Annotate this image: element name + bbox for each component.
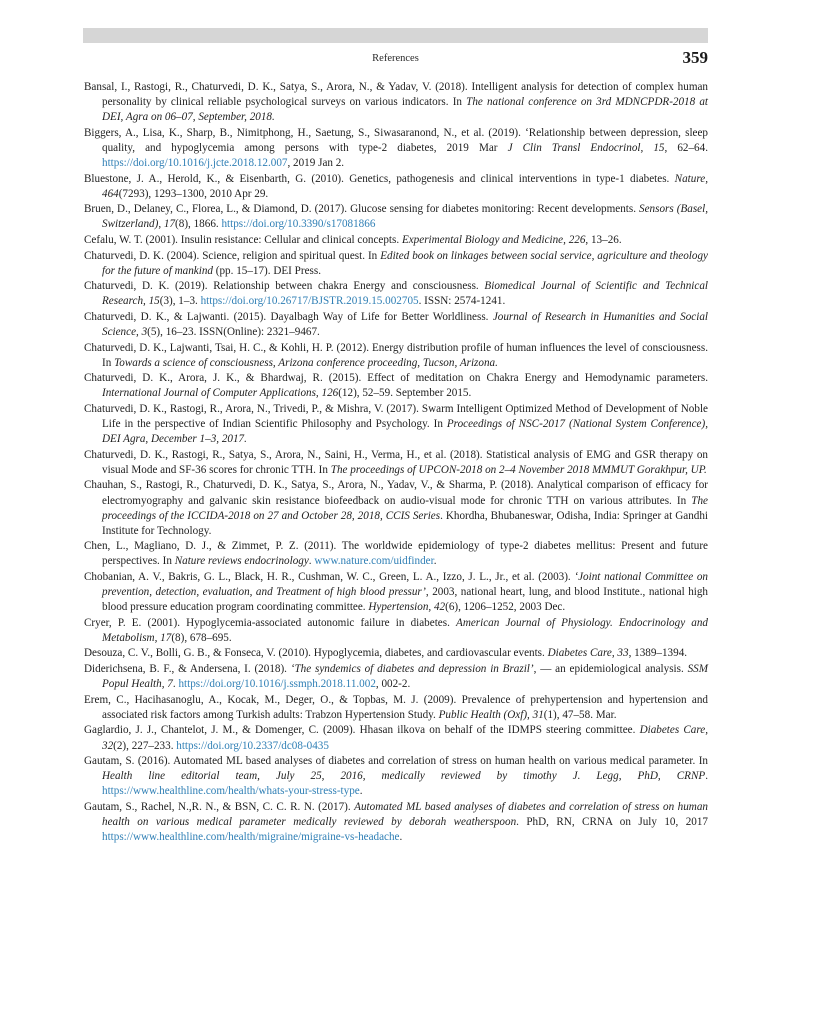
reference-link[interactable]: https://doi.org/10.2337/dc08-0435 [176, 739, 329, 752]
reference-entry [84, 754, 708, 799]
reference-entry [84, 662, 708, 692]
reference-text: Bansal, I., Rastogi, R., Chaturvedi, D. K., Satya, S., Arora, N., & Yadav, V. (2018). Intelligent analysis for detection of complex human personality by clinical reliable psychological surveys on various indicators. In [84, 81, 708, 109]
reference-text: (3), 1–3. [159, 295, 201, 308]
reference-entry [84, 233, 708, 248]
reference-entry [84, 126, 708, 171]
reference-source: Hypertension, 42 [368, 601, 446, 614]
reference-text: , 002-2. [375, 678, 411, 691]
reference-text: Chen, L., Magliano, D. J., & Zimmet, P. Z. (2011). The worldwide epidemiology of type-2 diabetes mellitus: Present and future perspectives. In [84, 540, 708, 568]
section-title: References [372, 53, 419, 64]
reference-entry [84, 80, 708, 125]
reference-text: , 2003, national heart, lung, and blood Institute., national high blood pressure education program coordinating committee. [102, 586, 709, 614]
reference-text: Chaturvedi, D. K., Rastogi, R., Arora, N., Trivedi, P., & Mishra, V. (2017). Swarm Intelligent Optimized Method of Development of Noble Life in the perspective of Indian Scientific Philosophy and Psychology. In [84, 402, 708, 431]
reference-source: ‘The syndemics of diabetes and depression in Brazil’ [290, 663, 534, 676]
reference-source: ‘Joint national Committee on prevention, detection, evaluation, and Treatment of high blood pressur’ [102, 571, 708, 599]
reference-text: Bruen, D., Delaney, C., Florea, L., & Diamond, D. (2017). Glucose sensing for diabetes monitoring: Recent developments. [84, 203, 640, 216]
reference-text: Desouza, C. V., Bolli, G. B., & Fonseca, V. (2010). Hypoglycemia, diabetes, and cardiovascular events. [84, 647, 548, 660]
running-head [83, 50, 708, 74]
reference-text: . [399, 831, 403, 844]
reference-text: . [705, 770, 708, 783]
reference-entry [84, 371, 708, 401]
reference-source: The proceedings of UPCON-2018 on 2–4 November 2018 MMMUT Gorakhpur, UP. [330, 463, 707, 476]
reference-source: Nature reviews endocrinology [174, 555, 309, 568]
reference-text: (12), 52–59. September 2015. [338, 387, 472, 400]
reference-text: Gautam, S. (2016). Automated ML based analyses of diabetes and correlation of stress on human health on various medical parameter. In [84, 755, 708, 768]
reference-entry [84, 800, 708, 845]
reference-source: Diabetes Care, 32 [102, 724, 709, 752]
reference-source: Automated ML based analyses of diabetes and correlation of stress on human health on various medical parameter medically reviewed by deborah weatherspoon [102, 800, 708, 828]
reference-source: Health line editorial team, July 25, 2016, medically reviewed by timothy J. Legg, PhD, CRNP [102, 770, 706, 783]
reference-text: , 62–64. [664, 141, 708, 154]
reference-list [84, 80, 708, 846]
reference-source: Nature, 464 [102, 172, 708, 200]
reference-source: The national conference on 3rd MDNCPDR-2018 at DEI, Agra on 06–07, September, 2018. [102, 96, 708, 124]
reference-text: . Khordha, Bhubaneswar, Odisha, India: Springer at Gandhi Institute for Technology. [102, 509, 708, 537]
reference-entry [84, 723, 708, 753]
reference-link[interactable]: www.nature.com/uidfinder [314, 555, 434, 568]
reference-text: . [172, 678, 179, 691]
reference-link[interactable]: https://www.healthline.com/health/migraine/migraine-vs-headache [102, 831, 400, 844]
reference-link[interactable]: https://doi.org/10.3390/s17081866 [221, 218, 376, 231]
reference-entry [84, 570, 708, 615]
reference-entry [84, 172, 708, 202]
reference-entry [84, 310, 708, 340]
reference-text: . [308, 555, 315, 568]
reference-entry [84, 693, 708, 723]
reference-source: The proceedings of the ICCIDA-2018 on 27 and October 28, 2018, CCIS Series [102, 494, 708, 522]
reference-source: Experimental Biology and Medicine, 226 [401, 233, 586, 246]
reference-source: Towards a science of consciousness, Arizona conference proceeding, Tucson, Arizona. [114, 356, 498, 369]
reference-text: Chaturvedi, D. K., Rastogi, R., Satya, S., Arora, N., Saini, H., Verma, H., et al. (2018). Statistical analysis of EMG and GSR therapy on visual Mode and SF-36 scores for chronic TTH. In [84, 448, 708, 476]
reference-link[interactable]: https://doi.org/10.1016/j.ssmph.2018.11.002 [178, 678, 376, 691]
reference-entry [84, 341, 708, 371]
reference-text: Chaturvedi, D. K., Lajwanti, Tsai, H. C., & Kohli, H. P. (2012). Energy distribution profile of human influences the level of consciousness. In [84, 341, 708, 369]
reference-link[interactable]: https://doi.org/10.26717/BJSTR.2019.15.002705 [200, 295, 419, 308]
reference-link[interactable]: https://doi.org/10.1016/j.jcte.2018.12.007 [102, 156, 288, 169]
reference-text: Gaglardio, J. J., Chantelot, J. M., & Domenger, C. (2009). Hhasan ilkova on behalf of the IDMPS steering committee. [84, 724, 640, 737]
reference-text: Chaturvedi, D. K. (2004). Science, religion and spiritual quest. In [84, 249, 381, 262]
reference-source: J Clin Transl Endocrinol, 15 [507, 141, 665, 154]
reference-text: , 2019 Jan 2. [287, 156, 345, 169]
reference-text: . ISSN: 2574-1241. [418, 295, 506, 308]
reference-entry [84, 249, 708, 279]
reference-text: Chobanian, A. V., Bakris, G. L., Black, H. R., Cushman, W. C., Green, L. A., Izzo, J. L., Jr., et al. (2003). [84, 571, 575, 583]
page-number: 359 [682, 48, 708, 67]
reference-text: , 1389–1394. [628, 647, 688, 660]
reference-source: Public Health (Oxf), 31 [438, 708, 544, 721]
reference-source: American Journal of Physiology. Endocrinology and Metabolism, 17 [102, 616, 708, 644]
reference-text: . PhD, RN, CRNA on July 10, 2017 [516, 816, 708, 828]
reference-text: (8), 678–695. [171, 631, 232, 644]
reference-text: (1), 47–58. Mar. [543, 708, 617, 721]
reference-text: (pp. 15–17). DEI Press. [212, 264, 321, 277]
reference-text: Chaturvedi, D. K., Arora, J. K., & Bhardwaj, R. (2015). Effect of meditation on Chakra Energy and Hemodynamic parameters. [84, 372, 708, 385]
header-band [83, 28, 708, 43]
reference-entry [84, 279, 708, 309]
reference-text: (7293), 1293–1300, 2010 Apr 29. [118, 187, 269, 200]
reference-link[interactable]: https://www.healthline.com/health/whats-your-stress-type [102, 785, 360, 798]
reference-source: Sensors (Basel, Switzerland), 17 [102, 203, 708, 231]
reference-source: Biomedical Journal of Scientific and Technical Research, 15 [102, 280, 708, 308]
reference-text: , 13–26. [585, 233, 622, 246]
reference-text: Chauhan, S., Rastogi, R., Chaturvedi, D. K., Satya, S., Arora, N., Yadav, V., & Sharma, P. (2018). Analytical comparison of efficacy for electromyography and galvanic skin resistance biofeedback on audio-visual mode for chronic TTH on various attributes. In [84, 479, 708, 507]
reference-source: Diabetes Care, 33 [547, 647, 629, 660]
reference-source: SSM Popul Health, 7 [102, 663, 708, 691]
reference-text: (8), 1866. [175, 218, 222, 231]
reference-entry [84, 646, 708, 661]
reference-text: (2), 227–233. [113, 739, 177, 752]
reference-text: Gautam, S., Rachel, N.,R. N., & BSN, C. C. R. N. (2017). [84, 800, 355, 813]
reference-source: Proceedings of NSC-2017 (National System Conference), DEI Agra, December 1–3, 2017. [102, 418, 708, 446]
reference-entry [84, 202, 708, 232]
reference-entry [84, 448, 708, 478]
reference-text: . [359, 785, 363, 798]
reference-text: Diderichsena, B. F., & Andersena, I. (2018). [84, 663, 291, 676]
reference-text: . [433, 555, 437, 568]
reference-text: Biggers, A., Lisa, K., Sharp, B., Nimitphong, H., Saetung, S., Siwasaranond, N., et al. (2019). ‘Relationship between depression, sleep quality, and hypoglycemia among persons with type-2 diabetes, 2019 Mar [84, 126, 708, 154]
reference-text: Cefalu, W. T. (2001). Insulin resistance: Cellular and clinical concepts. [84, 233, 402, 246]
reference-source: Journal of Research in Humanities and Social Science, 3 [102, 310, 708, 338]
reference-entry [84, 539, 708, 569]
reference-text: , — an epidemiological analysis. [533, 663, 688, 676]
reference-text: Erem, C., Hacihasanoglu, A., Kocak, M., Deger, O., & Topbas, M. J. (2009). Prevalence of prehypertension and hypertension and associated risk factors among Turkish adults: Trabzon Hypertension Study. [84, 693, 708, 721]
reference-text: Bluestone, J. A., Herold, K., & Eisenbarth, G. (2010). Genetics, pathogenesis and clinical interventions in type-1 diabetes. [84, 172, 675, 185]
reference-text: (5), 16–23. ISSN(Online): 2321–9467. [147, 326, 320, 338]
reference-text: Chaturvedi, D. K. (2019). Relationship between chakra Energy and consciousness. [84, 280, 485, 293]
reference-text: (6), 1206–1252, 2003 Dec. [445, 601, 566, 614]
reference-source: International Journal of Computer Applications, 126 [102, 387, 339, 400]
reference-text: Cryer, P. E. (2001). Hypoglycemia-associated autonomic failure in diabetes. [84, 616, 457, 629]
reference-text: Chaturvedi, D. K., & Lajwanti. (2015). Dayalbagh Way of Life for Better Worldliness. [84, 310, 493, 323]
reference-entry [84, 402, 708, 447]
reference-entry [84, 616, 708, 646]
reference-entry [84, 478, 708, 538]
reference-source: Edited book on linkages between social service, agriculture and theology for the future of mankind [102, 249, 708, 277]
